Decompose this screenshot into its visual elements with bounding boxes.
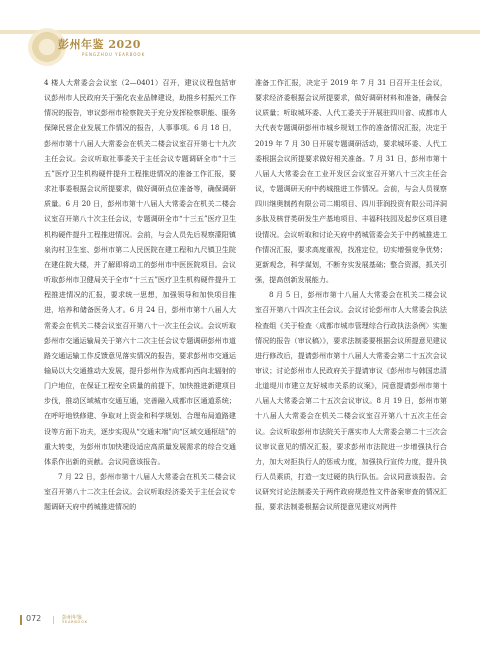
footer-title: 彭州年鉴 <box>62 615 83 621</box>
header-subtitle: PENGZHOU YEARBOOK <box>82 52 146 57</box>
paragraph: 4 楼人大常委会会议室（2—0401）召开，建议议程包括审议彭州市人民政府关于强化农业品牌建设，助推乡村振兴工作情况的报告，审议彭州市检察院关于充分发挥检察职能、服务保障民营企业发展工作情况的报告，人事事项。6 月 18 日，彭州市第十八届人大常委会在机关二楼会议室召开第七十九次主任会议。会议听取社事委关于主任会议专题调研全市“十三五”医疗卫生机构硬件提升工程推进情况的准备工作汇报，要求社事委根据会议所提要求，做好调研点位准备等，确保调研质量。6 月 20 日，彭州市第十八届人大常委会在机关二楼会议室召开第八十次主任会议，专题调研全市“十三五”医疗卫生机构硬件提升工程推进情况。会前，与会人员先后视察濛阳镇泉沟村卫生室、彭州市第二人民医院在建工程和九尺镇卫生院在建住院大楼，并了解即将动工的彭州市中医医院项目。会议听取彭州市卫健局关于全市“十三五”医疗卫生机构硬件提升工程推进情况的汇报，要求统一思想，加强领导和加快项目推进，培养和储备医务人才。6 月 24 日，彭州市第十八届人大常委会在机关二楼会议室召开第八十一次主任会议。会议听取彭州市交通运输局关于第六十二次主任会议专题调研彭州市道路交通运输工作反馈意见落实情况的报告，要求彭州市交通运输局以大交通推动大发展，提升彭州作为成都向西向北辐射的门户地位，在保证工程安全质量的前提下，加快推进新建项目步伐，推动区域城市交通互通，完善融入成都市区通道系统；在呼吁地铁修建、争取对上资金和科学规划、合理布局道路建设等方面下功夫，逐步实现从“交通末端”向“区域交通枢纽”的重大转变，为彭州市加快建设适应高质量发展需求的综合交通体系作出新的贡献。会议同意该报告。 <box>44 78 236 466</box>
paragraph: 8 月 5 日，彭州市第十八届人大常委会在机关二楼会议室召开第八十四次主任会议。会议讨论彭州市人大常委会执法检查组《关于检查〈成都市城市管理综合行政执法条例〉实施情况的报告（审议稿）》，要求法制委要根据会议所提意见建议进行修改后，提请彭州市第十八届人大常委会第二十五次会议审议；讨论彭州市人民政府关于提请审议《彭州市与韩国忠清北道堤川市建立友好城市关系的议案》，同意提请彭州市第十八届人大常委会第二十五次会议审议。8 月 19 日，彭州市第十八届人大常委会在机关二楼会议室召开第八十五次主任会议。会议听取彭州市法院关于落实市人大常委会第二十三次会议审议意见的情况汇报，要求彭州市法院进一步增强执行合力，加大对拒执行人的惩戒力度，加强执行宣传力度，提升执行人员素质，打造一支过硬的执行队伍。会议同意该报告。会议研究讨论法制委关于两件政府规范性文件备案审查的情况汇报，要求法制委根据会议所提意见建议对两件 <box>255 290 447 512</box>
right-column <box>255 75 447 515</box>
header-title: 彭州年鉴 2020 <box>58 38 141 51</box>
paragraph: 准备工作汇报，决定于 2019 年 7 月 31 日召开主任会议，要求经济委根据会议所提要求，做好调研材料和准备，确保会议质量；听取城环委、人代工委关于开展驻四川省、成都市人大代表专题调研彭州市城乡规划工作的准备情况汇报，决定于 2019 年 7 月 30 日开展专题调研活动，要求城环委、人代工委根据会议所提要求做好相关准备。7 月 31 日，彭州市第十八届人大常委会在工业开发区会议室召开第八十三次主任会议，专题调研天府中药城推进工作情况。会前，与会人员视察四川继奥制药有限公司二期项目、四川菲润投资有限公司洋洞多肽及核苷类研发生产基地项目、丰福科技园及起步区项目建设情况。会议听取和讨论天府中药城管委会关于中药城推进工作情况汇报，要求高度重视，找准定位，切实增强竞争优势；更新观念，科学谋划，不断夯实发展基础；整合资源，抓关引强，提高创新发展能力。 <box>255 78 447 285</box>
paragraph: 7 月 22 日，彭州市第十八届人大常委会在机关二楼会议室召开第八十二次主任会议。会议听取经济委关于主任会议专题调研天府中药城推进情况的 <box>44 472 236 512</box>
page-number: 072 <box>26 614 42 623</box>
footer-accent-bar <box>20 615 22 625</box>
footer-separator: | <box>52 615 55 624</box>
left-column <box>44 75 236 515</box>
page-header <box>0 0 480 58</box>
footer-subtitle: YEARBOOK <box>62 620 88 624</box>
header-band <box>0 30 480 34</box>
